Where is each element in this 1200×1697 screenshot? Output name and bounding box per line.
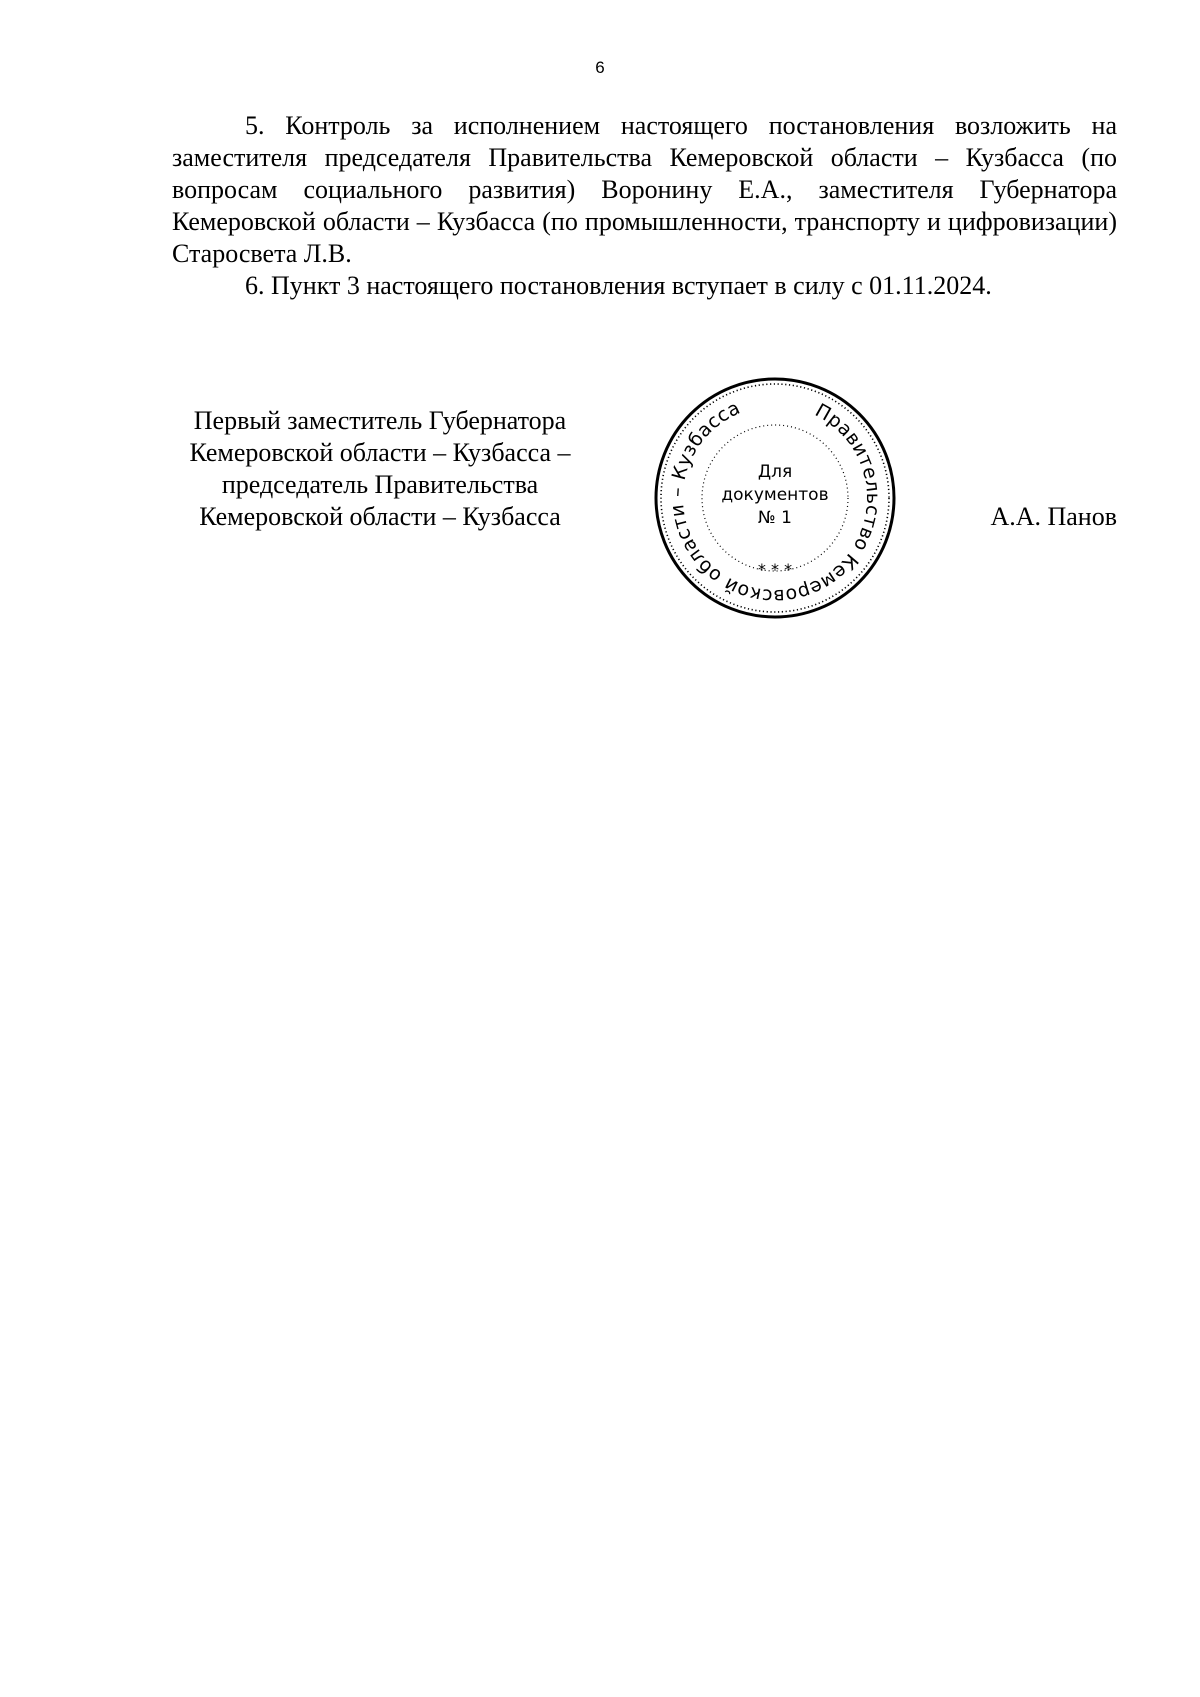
seal-stars: * * * <box>757 560 793 579</box>
signatory-position-line: Кемеровской области – Кузбасса <box>199 502 561 531</box>
seal-center-line: документов <box>721 485 829 505</box>
seal-center-line: Для <box>757 462 793 482</box>
signatory-position-line: Первый заместитель Губернатора <box>193 406 567 435</box>
signatory-position-line: председатель Правительства <box>221 470 539 499</box>
signatory-position <box>160 405 600 533</box>
seal-icon <box>652 375 898 621</box>
official-seal <box>652 375 898 621</box>
document-body <box>172 110 1117 302</box>
paragraph-6: 6. Пункт 3 настоящего постановления вступает в силу с 01.11.2024. <box>245 271 992 300</box>
seal-center-line: № 1 <box>758 508 792 528</box>
seal-ring-text: Правительство Кемеровской области – Кузбасса <box>665 396 885 608</box>
page-number: 6 <box>595 58 605 77</box>
paragraph-5: 5. Контроль за исполнением настоящего постановления возложить на заместителя председателя Правительства Кемеровской области – Кузбасса (по вопросам социального развития) Воронину Е.А., заместителя Губернатора Кемеровской области – Кузбасса (по промышленности, транспорту и цифровизации) Старосвета Л.В. <box>172 111 1117 268</box>
signatory-position-line: Кемеровской области – Кузбасса – <box>189 438 571 467</box>
signatory-name: А.А. Панов <box>990 502 1117 531</box>
